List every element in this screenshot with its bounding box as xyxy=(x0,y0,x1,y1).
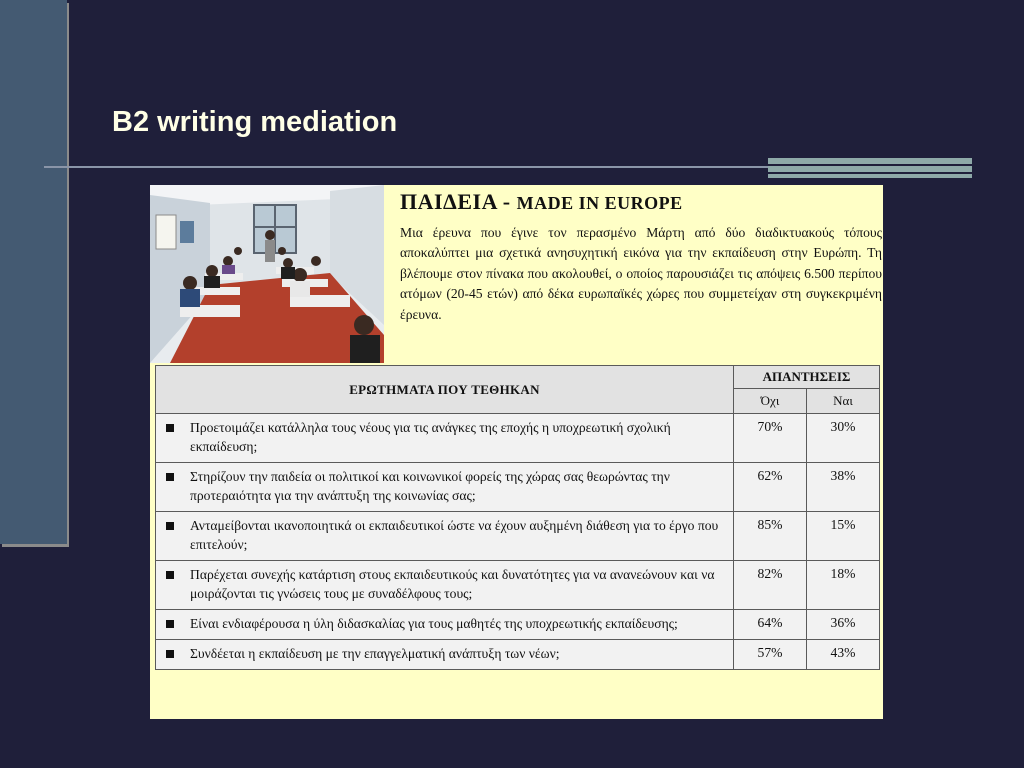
intro-paragraph: Μια έρευνα που έγινε τον περασμένο Μάρτη από δύο διαδικτυακούς τόπους αποκαλύπτει μια σχετικά ανησυχητική εικόνα για την εκπαίδευση στην Ευρώπη. Τη βλέπουμε στον πίνακα που ακολουθεί, ο οποίος παρουσιάζει τις απόψεις 6.500 περίπου ατόμων (20-45 ετών) από δέκα ευρωπαϊκές χώρες που συμμετείχαν στη συγκεκριμένη έρευνα. xyxy=(400,225,882,322)
table-row xyxy=(156,610,880,640)
questions-header: ΕΡΩΤΗΜΑΤΑ ΠΟΥ ΤΕΘΗΚΑΝ xyxy=(156,366,734,414)
bullet-icon xyxy=(166,522,174,530)
yes-value: 38% xyxy=(807,463,880,512)
no-value: 85% xyxy=(734,512,807,561)
no-value: 57% xyxy=(734,640,807,670)
document-heading xyxy=(400,189,683,215)
question-text: Παρέχεται συνεχής κατάρτιση στους εκπαιδευτικούς και δυνατότητες για να ανανεώνουν και να μοιράζονται τις γνώσεις τους με συναδέλφους τους; xyxy=(190,567,715,601)
bullet-icon xyxy=(166,571,174,579)
question-text: Ανταμείβονται ικανοποιητικά οι εκπαιδευτικοί ώστε να έχουν αυξημένη διάθεση για το έργο που επιτελούν; xyxy=(190,518,719,552)
question-cell xyxy=(156,640,734,670)
question-text: Είναι ενδιαφέρουσα η ύλη διδασκαλίας για τους μαθητές της υποχρεωτικής εκπαίδευσης; xyxy=(190,616,678,631)
question-cell xyxy=(156,414,734,463)
bullet-icon xyxy=(166,620,174,628)
survey-document xyxy=(150,185,883,719)
table-row xyxy=(156,414,880,463)
yes-value: 43% xyxy=(807,640,880,670)
table-row xyxy=(156,640,880,670)
question-text: Προετοιμάζει κατάλληλα τους νέους για τις ανάγκες της εποχής η υποχρεωτική σχολική εκπαίδευση; xyxy=(190,420,671,454)
no-value: 70% xyxy=(734,414,807,463)
heading-greek: ΠΑΙΔΕΙΑ - xyxy=(400,189,511,214)
slide-title: B2 writing mediation xyxy=(112,106,398,138)
answers-header: ΑΠΑΝΤΗΣΕΙΣ xyxy=(734,366,880,389)
title-divider-accent xyxy=(768,158,972,178)
yes-value: 15% xyxy=(807,512,880,561)
bullet-icon xyxy=(166,473,174,481)
question-cell xyxy=(156,561,734,610)
bullet-icon xyxy=(166,650,174,658)
yes-value: 30% xyxy=(807,414,880,463)
no-value: 62% xyxy=(734,463,807,512)
bullet-icon xyxy=(166,424,174,432)
no-value: 82% xyxy=(734,561,807,610)
table-row xyxy=(156,512,880,561)
table-row xyxy=(156,561,880,610)
yes-value: 18% xyxy=(807,561,880,610)
side-accent-bar xyxy=(0,0,67,544)
question-cell xyxy=(156,512,734,561)
question-cell xyxy=(156,610,734,640)
survey-table xyxy=(155,365,880,670)
question-text: Συνδέεται η εκπαίδευση με την επαγγελματική ανάπτυξη των νέων; xyxy=(190,646,560,661)
yes-header: Ναι xyxy=(807,389,880,414)
yes-value: 36% xyxy=(807,610,880,640)
classroom-photo xyxy=(150,185,384,363)
question-cell xyxy=(156,463,734,512)
no-value: 64% xyxy=(734,610,807,640)
no-header: Όχι xyxy=(734,389,807,414)
classroom-illustration xyxy=(150,185,384,363)
table-row xyxy=(156,463,880,512)
heading-english: MADE IN EUROPE xyxy=(516,193,683,213)
question-text: Στηρίζουν την παιδεία οι πολιτικοί και κοινωνικοί φορείς της χώρας σας θεωρώντας την προτεραιότητα για την ανάπτυξη της κοινωνίας σας; xyxy=(190,469,670,503)
